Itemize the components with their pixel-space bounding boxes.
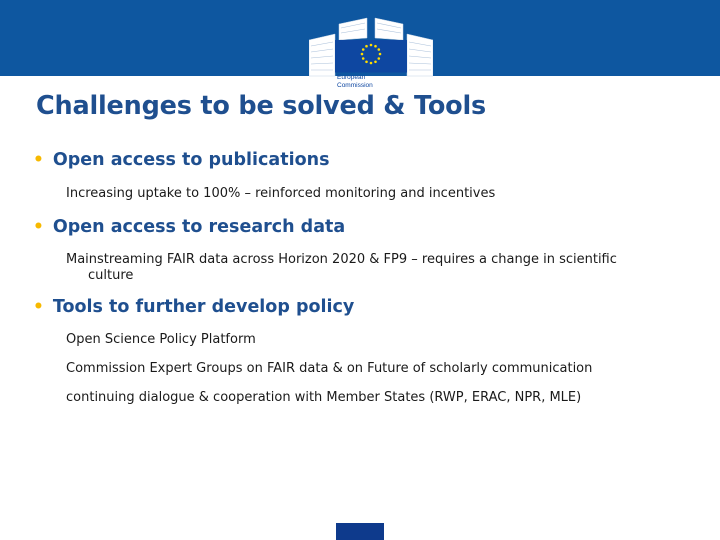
slide-title: Challenges to be solved & Tools <box>36 91 486 121</box>
bullet-heading: Open access to research data <box>52 217 346 237</box>
bullet-dot-icon: • <box>33 150 44 170</box>
sub-item: continuing dialogue & cooperation with Member States (RWP, ERAC, NPR, MLE) <box>66 390 582 405</box>
sub-item: Commission Expert Groups on FAIR data & on Future of scholarly communication <box>66 361 593 376</box>
footer-block <box>336 523 384 540</box>
logo-line-2: Commission <box>337 81 373 89</box>
sub-item-line-2: culture <box>88 268 134 283</box>
bullet-heading: Open access to publications <box>52 150 330 170</box>
bullet-dot-icon: • <box>33 217 44 237</box>
sub-item: Open Science Policy Platform <box>66 332 256 347</box>
logo-wordmark <box>337 74 373 89</box>
sub-item: Increasing uptake to 100% – reinforced monitoring and incentives <box>66 186 496 201</box>
sub-item <box>66 252 617 284</box>
bullet-heading: Tools to further develop policy <box>52 297 355 317</box>
sub-item-line-1: Mainstreaming FAIR data across Horizon 2020 & FP9 – requires a change in scientific <box>66 252 617 267</box>
bullet-dot-icon: • <box>33 297 44 317</box>
bullet-open-access-publications <box>33 150 329 170</box>
logo-line-1: European <box>337 74 366 81</box>
european-commission-logo <box>309 14 433 100</box>
bullet-open-access-research-data <box>33 217 345 237</box>
bullet-tools-policy <box>33 297 354 317</box>
